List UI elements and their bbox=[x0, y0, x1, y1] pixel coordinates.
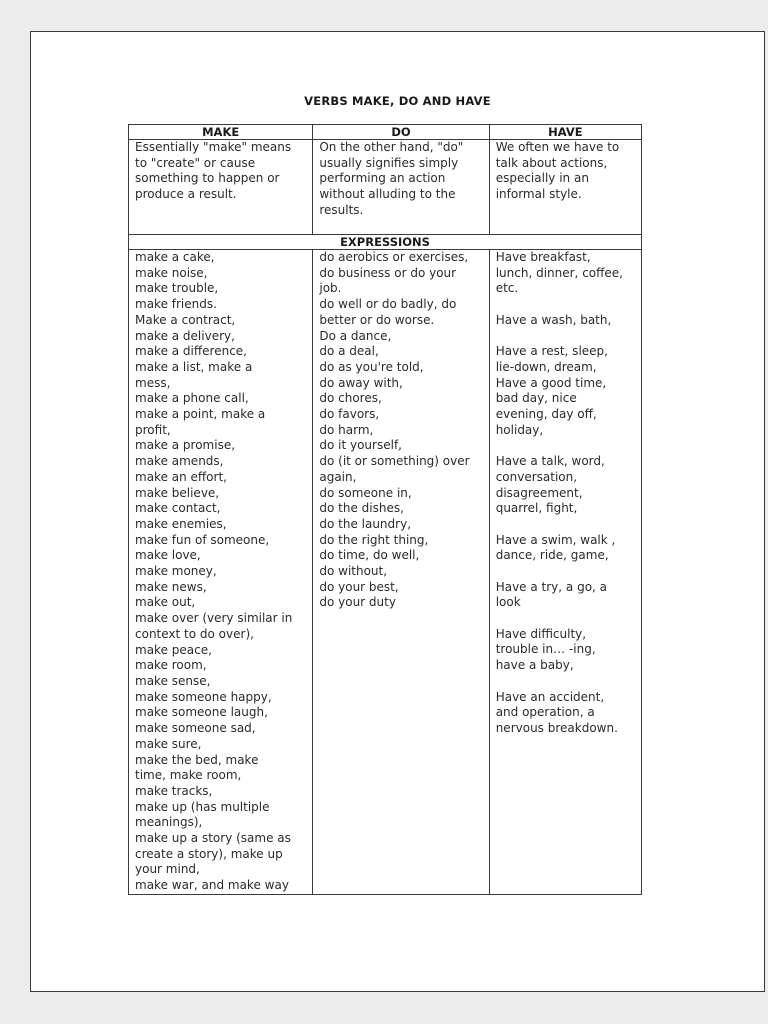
text-line: make tracks, bbox=[135, 783, 213, 798]
text-line: do as you're told, bbox=[319, 359, 424, 374]
expressions-make bbox=[129, 250, 313, 895]
text-line: informal style. bbox=[495, 187, 582, 202]
expressions-row bbox=[129, 250, 642, 895]
text-line: make over (very similar in bbox=[135, 611, 293, 626]
text-line: make a phone call, bbox=[135, 391, 249, 406]
text-line: Have a talk, word, bbox=[495, 454, 605, 469]
text-line: make a delivery, bbox=[135, 328, 235, 343]
text-line: do the dishes, bbox=[319, 501, 404, 516]
text-line: make contact, bbox=[135, 501, 221, 516]
text-line: Essentially "make" means bbox=[135, 140, 292, 154]
text-line: do business or do your bbox=[319, 265, 457, 280]
text-line: lunch, dinner, coffee, bbox=[495, 265, 623, 280]
text-line: better or do worse. bbox=[319, 312, 435, 327]
text-line: again, bbox=[319, 469, 357, 484]
text-line: context to do over), bbox=[135, 626, 254, 641]
description-make bbox=[129, 140, 313, 235]
text-line: make trouble, bbox=[135, 281, 219, 296]
header-make: MAKE bbox=[129, 125, 313, 140]
text-line: meanings), bbox=[135, 815, 203, 830]
expressions-heading: EXPRESSIONS bbox=[129, 235, 642, 250]
text-line: make news, bbox=[135, 579, 207, 594]
text-line: results. bbox=[319, 202, 364, 217]
text-line: do someone in, bbox=[319, 485, 412, 500]
blank-line bbox=[496, 438, 635, 454]
text-line: your mind, bbox=[135, 862, 200, 877]
text-line: do time, do well, bbox=[319, 548, 420, 563]
text-line: make friends. bbox=[135, 297, 217, 312]
blank-line bbox=[496, 611, 635, 627]
text-line: do your best, bbox=[319, 579, 399, 594]
text-line: lie-down, dream, bbox=[495, 359, 597, 374]
text-line: Have a wash, bath, bbox=[495, 312, 612, 327]
text-line: make a point, make a bbox=[135, 407, 266, 422]
text-line: Make a contract, bbox=[135, 312, 236, 327]
text-line: make sense, bbox=[135, 673, 211, 688]
text-line: make up a story (same as bbox=[135, 831, 291, 846]
text-line: and operation, a bbox=[495, 705, 595, 720]
text-line: do the right thing, bbox=[319, 532, 429, 547]
text-line: Have difficulty, bbox=[495, 626, 587, 641]
text-line: look bbox=[495, 595, 521, 610]
text-line: dance, ride, game, bbox=[495, 548, 609, 563]
text-line: usually signifies simply bbox=[319, 155, 459, 170]
text-line: bad day, nice bbox=[495, 391, 577, 406]
text-line: make someone laugh, bbox=[135, 705, 268, 720]
text-line: do chores, bbox=[319, 391, 382, 406]
blank-line bbox=[496, 564, 635, 580]
document-page bbox=[30, 31, 765, 992]
expressions-have bbox=[489, 250, 641, 895]
text-line: make peace, bbox=[135, 642, 212, 657]
text-line: conversation, bbox=[495, 469, 578, 484]
text-line: mess, bbox=[135, 375, 171, 390]
description-row bbox=[129, 140, 642, 235]
text-line: do favors, bbox=[319, 407, 380, 422]
text-line: We often we have to bbox=[495, 140, 620, 154]
text-line: do harm, bbox=[319, 422, 374, 437]
text-line: Have a swim, walk , bbox=[495, 532, 616, 547]
text-line: make believe, bbox=[135, 485, 220, 500]
text-line: produce a result. bbox=[135, 187, 237, 202]
expressions-do bbox=[313, 250, 489, 895]
text-line: holiday, bbox=[495, 422, 544, 437]
text-line: make love, bbox=[135, 548, 201, 563]
text-line: make a list, make a bbox=[135, 359, 253, 374]
text-line: On the other hand, "do" bbox=[319, 140, 464, 154]
description-do bbox=[313, 140, 489, 235]
blank-line bbox=[496, 517, 635, 533]
text-line: make money, bbox=[135, 564, 217, 579]
text-line: make room, bbox=[135, 658, 207, 673]
text-line: Have a try, a go, a bbox=[495, 579, 608, 594]
text-line: do well or do badly, do bbox=[319, 297, 457, 312]
document-title: VERBS MAKE, DO AND HAVE bbox=[304, 94, 491, 108]
text-line: make a cake, bbox=[135, 250, 215, 264]
text-line: make noise, bbox=[135, 265, 208, 280]
text-line: make someone sad, bbox=[135, 721, 256, 736]
verbs-table bbox=[128, 124, 642, 895]
text-line: trouble in… -ing, bbox=[495, 642, 596, 657]
text-line: do away with, bbox=[319, 375, 403, 390]
header-have: HAVE bbox=[489, 125, 641, 140]
text-line: evening, day off, bbox=[495, 407, 597, 421]
text-line: Do a dance, bbox=[319, 328, 392, 343]
text-line: do the laundry, bbox=[319, 516, 412, 531]
text-line: do (it or something) over bbox=[319, 454, 470, 469]
text-line: make amends, bbox=[135, 454, 224, 469]
text-line: do your duty bbox=[319, 595, 396, 610]
text-line: have a baby, bbox=[495, 658, 574, 673]
text-line: do aerobics or exercises, bbox=[319, 250, 469, 264]
text-line: Have breakfast, bbox=[495, 250, 591, 264]
text-line: especially in an bbox=[495, 171, 589, 186]
text-line: make an effort, bbox=[135, 469, 227, 484]
blank-line bbox=[496, 329, 635, 345]
text-line: make the bed, make bbox=[135, 752, 259, 767]
text-line: etc. bbox=[495, 281, 519, 296]
text-line: nervous breakdown. bbox=[495, 720, 618, 735]
text-line: make up (has multiple bbox=[135, 799, 270, 814]
text-line: profit, bbox=[135, 422, 171, 437]
text-line: do a deal, bbox=[319, 344, 379, 359]
text-line: something to happen or bbox=[135, 171, 280, 186]
text-line: quarrel, fight, bbox=[495, 501, 578, 516]
header-do: DO bbox=[313, 125, 489, 140]
text-line: Have an accident, bbox=[495, 689, 605, 704]
text-line: create a story), make up bbox=[135, 846, 283, 861]
text-line: do it yourself, bbox=[319, 438, 402, 453]
header-row bbox=[129, 125, 642, 140]
text-line: to "create" or cause bbox=[135, 155, 256, 170]
text-line: make someone happy, bbox=[135, 689, 272, 704]
description-have bbox=[489, 140, 641, 235]
text-line: make out, bbox=[135, 595, 196, 610]
text-line: talk about actions, bbox=[495, 155, 608, 170]
text-line: Have a rest, sleep, bbox=[495, 344, 608, 359]
text-line: without alluding to the bbox=[319, 187, 456, 202]
text-line: make a difference, bbox=[135, 344, 247, 359]
text-line: job. bbox=[319, 281, 342, 296]
text-line: performing an action bbox=[319, 171, 446, 186]
text-line: do without, bbox=[319, 564, 388, 579]
text-line: make sure, bbox=[135, 736, 202, 751]
text-line: make a promise, bbox=[135, 438, 236, 453]
text-line: disagreement, bbox=[495, 485, 583, 500]
blank-line bbox=[496, 297, 635, 313]
text-line: make war, and make way bbox=[135, 878, 289, 893]
text-line: Have a good time, bbox=[495, 375, 607, 390]
text-line: time, make room, bbox=[135, 768, 242, 783]
text-line: make enemies, bbox=[135, 516, 227, 531]
expressions-heading-row bbox=[129, 235, 642, 250]
text-line: make fun of someone, bbox=[135, 532, 270, 547]
blank-line bbox=[496, 674, 635, 690]
